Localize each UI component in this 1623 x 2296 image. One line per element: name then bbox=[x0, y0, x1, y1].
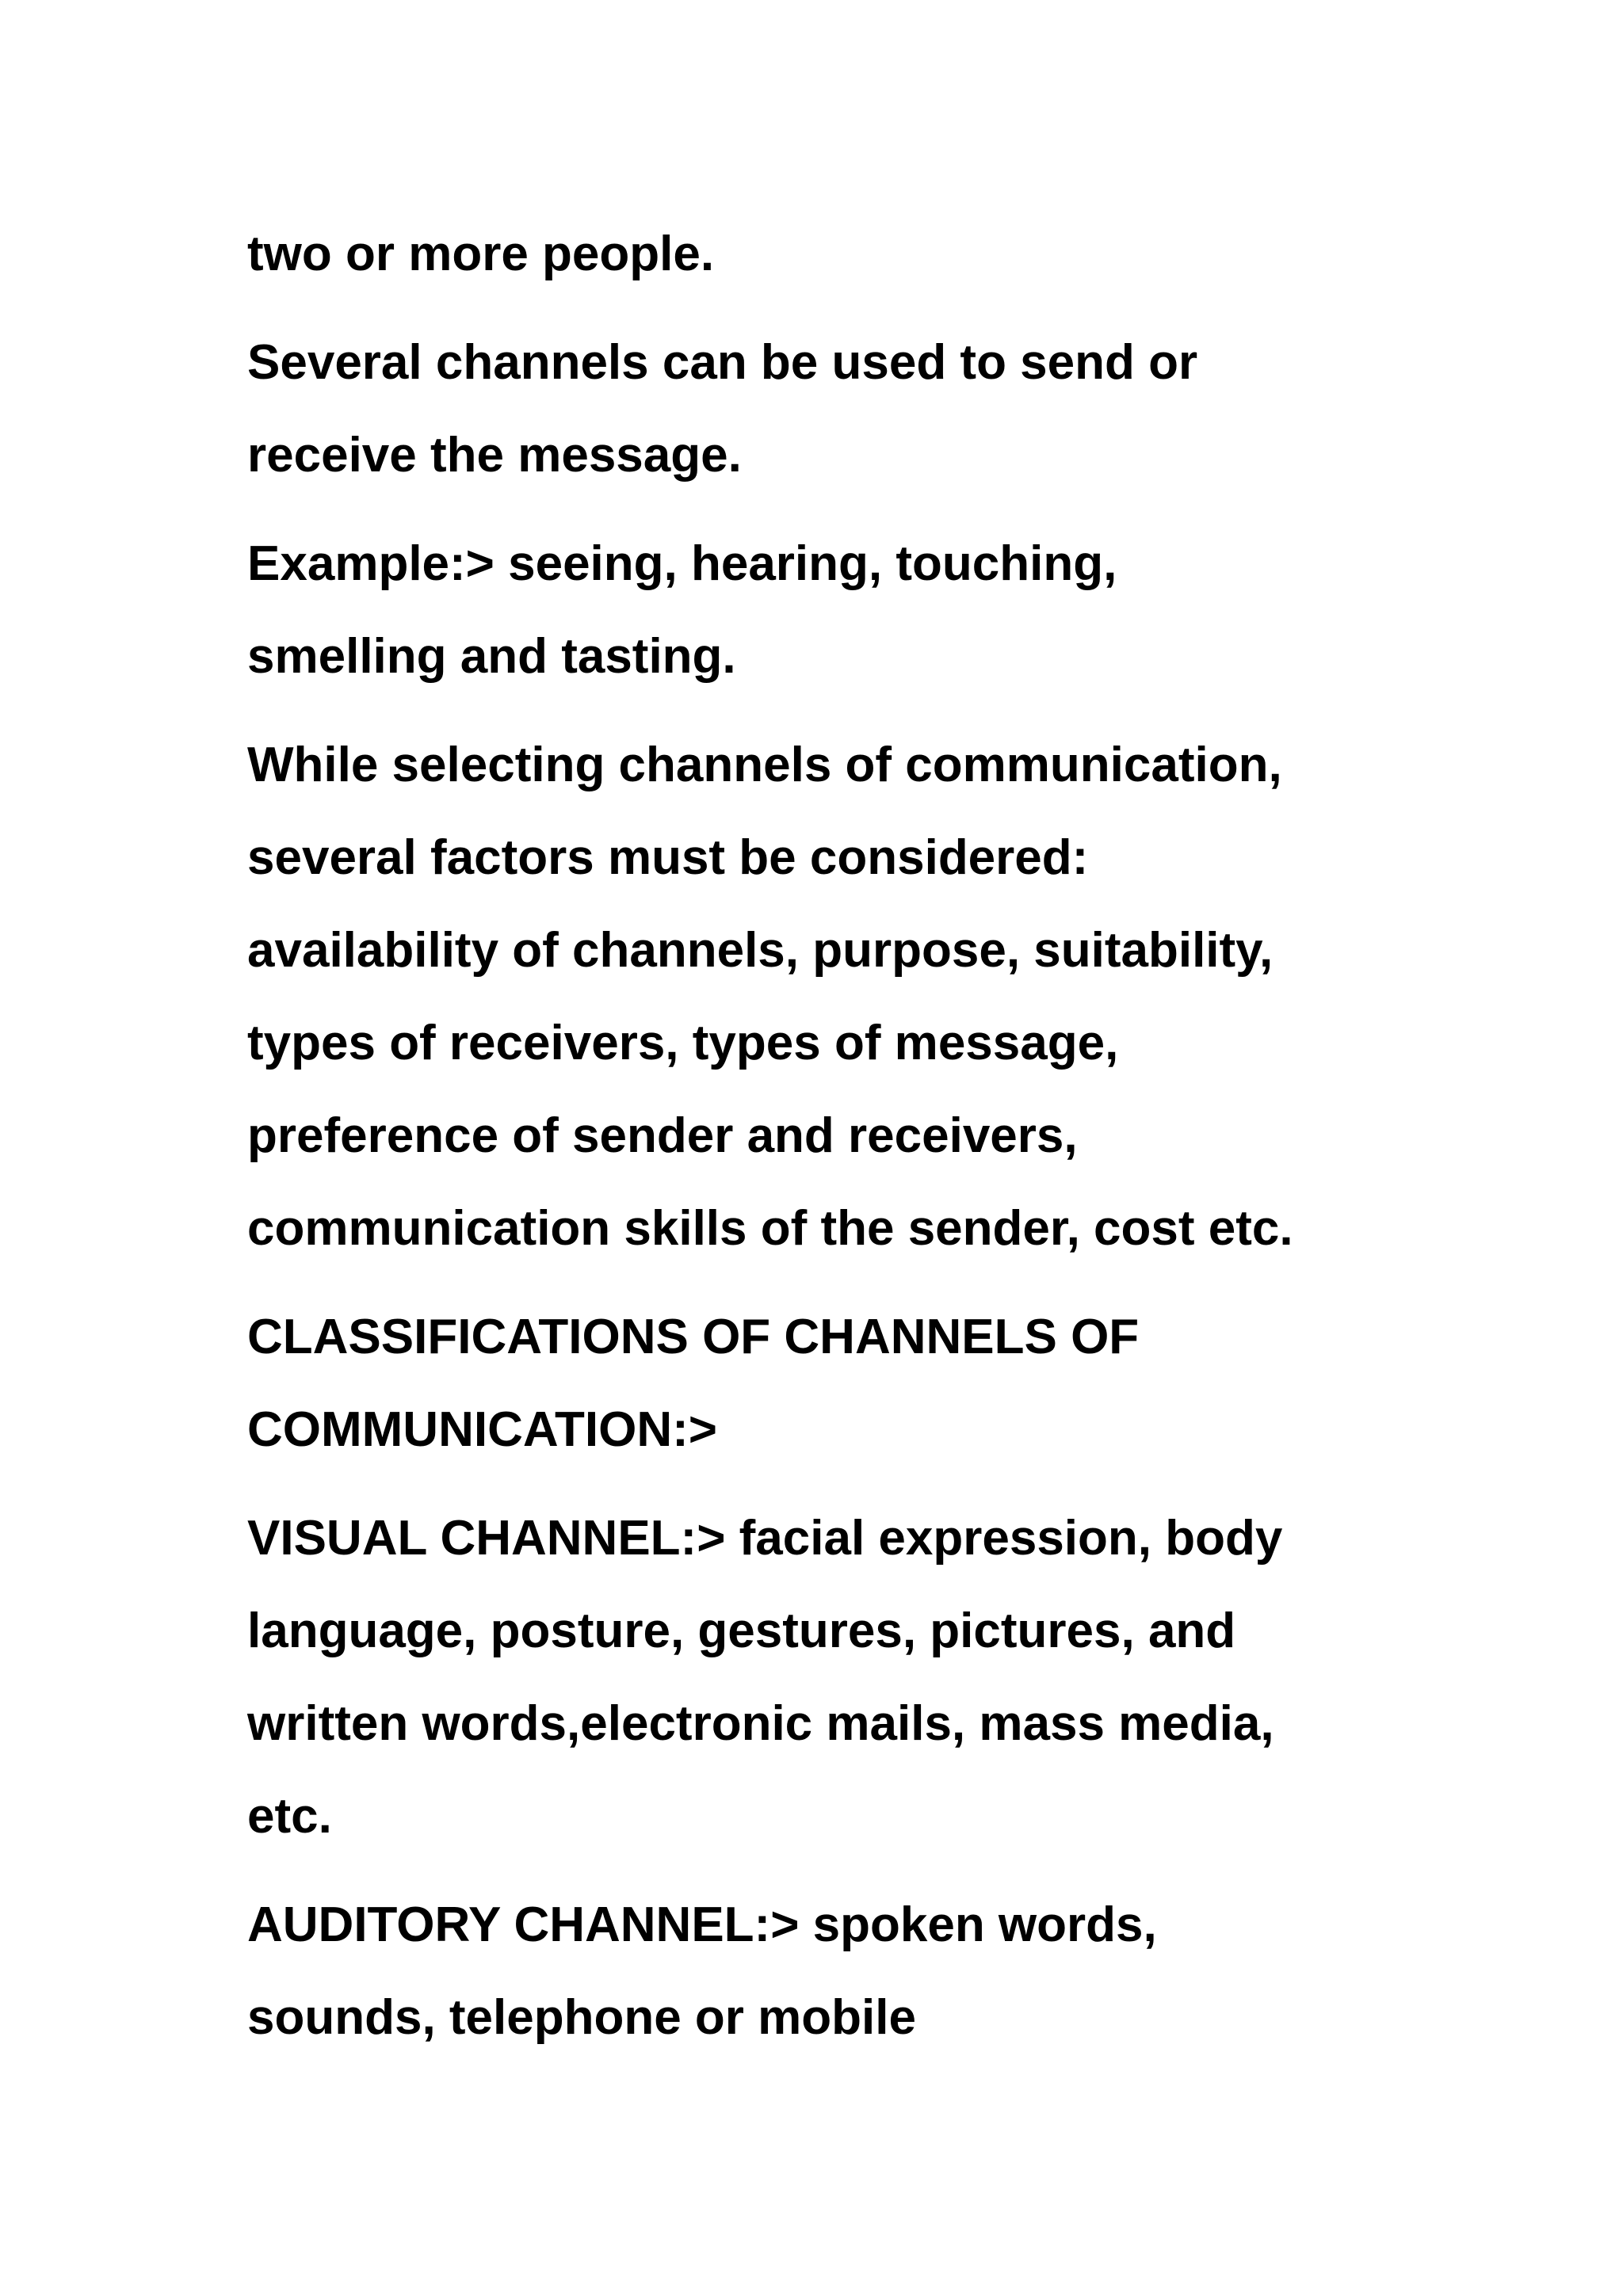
text-line: sounds, telephone or mobile bbox=[247, 1990, 916, 2045]
paragraph-example bbox=[247, 517, 1436, 703]
text-line: Several channels can be used to send or bbox=[247, 335, 1198, 390]
text-line: preference of sender and receivers, bbox=[247, 1108, 1078, 1163]
text-line: types of receivers, types of message, bbox=[247, 1016, 1119, 1070]
text-line: While selecting channels of communication, bbox=[247, 738, 1282, 792]
text-line: COMMUNICATION:> bbox=[247, 1402, 717, 1457]
text-line: availability of channels, purpose, suitability, bbox=[247, 923, 1274, 978]
paragraph-visual-channel bbox=[247, 1492, 1436, 1863]
paragraph-auditory-channel bbox=[247, 1878, 1436, 2064]
text-line: CLASSIFICATIONS OF CHANNELS OF bbox=[247, 1310, 1140, 1364]
text-line: Example:> seeing, hearing, touching, bbox=[247, 536, 1117, 591]
text-line: VISUAL CHANNEL:> facial expression, body bbox=[247, 1511, 1283, 1566]
text-line: receive the message. bbox=[247, 428, 742, 482]
text-line: language, posture, gestures, pictures, and bbox=[247, 1604, 1236, 1658]
text-line: several factors must be considered: bbox=[247, 830, 1089, 885]
text-line: two or more people. bbox=[247, 227, 715, 281]
text-line: smelling and tasting. bbox=[247, 629, 736, 684]
text-line: etc. bbox=[247, 1789, 332, 1844]
paragraph-continuation bbox=[247, 208, 1436, 300]
section-heading-classifications bbox=[247, 1291, 1436, 1476]
text-line: written words,electronic mails, mass media, bbox=[247, 1696, 1274, 1751]
text-line: communication skills of the sender, cost etc. bbox=[247, 1201, 1293, 1256]
document-body bbox=[247, 208, 1436, 2080]
text-line: AUDITORY CHANNEL:> spoken words, bbox=[247, 1897, 1157, 1952]
paragraph-channels-intro bbox=[247, 316, 1436, 502]
paragraph-selection-factors bbox=[247, 719, 1436, 1275]
